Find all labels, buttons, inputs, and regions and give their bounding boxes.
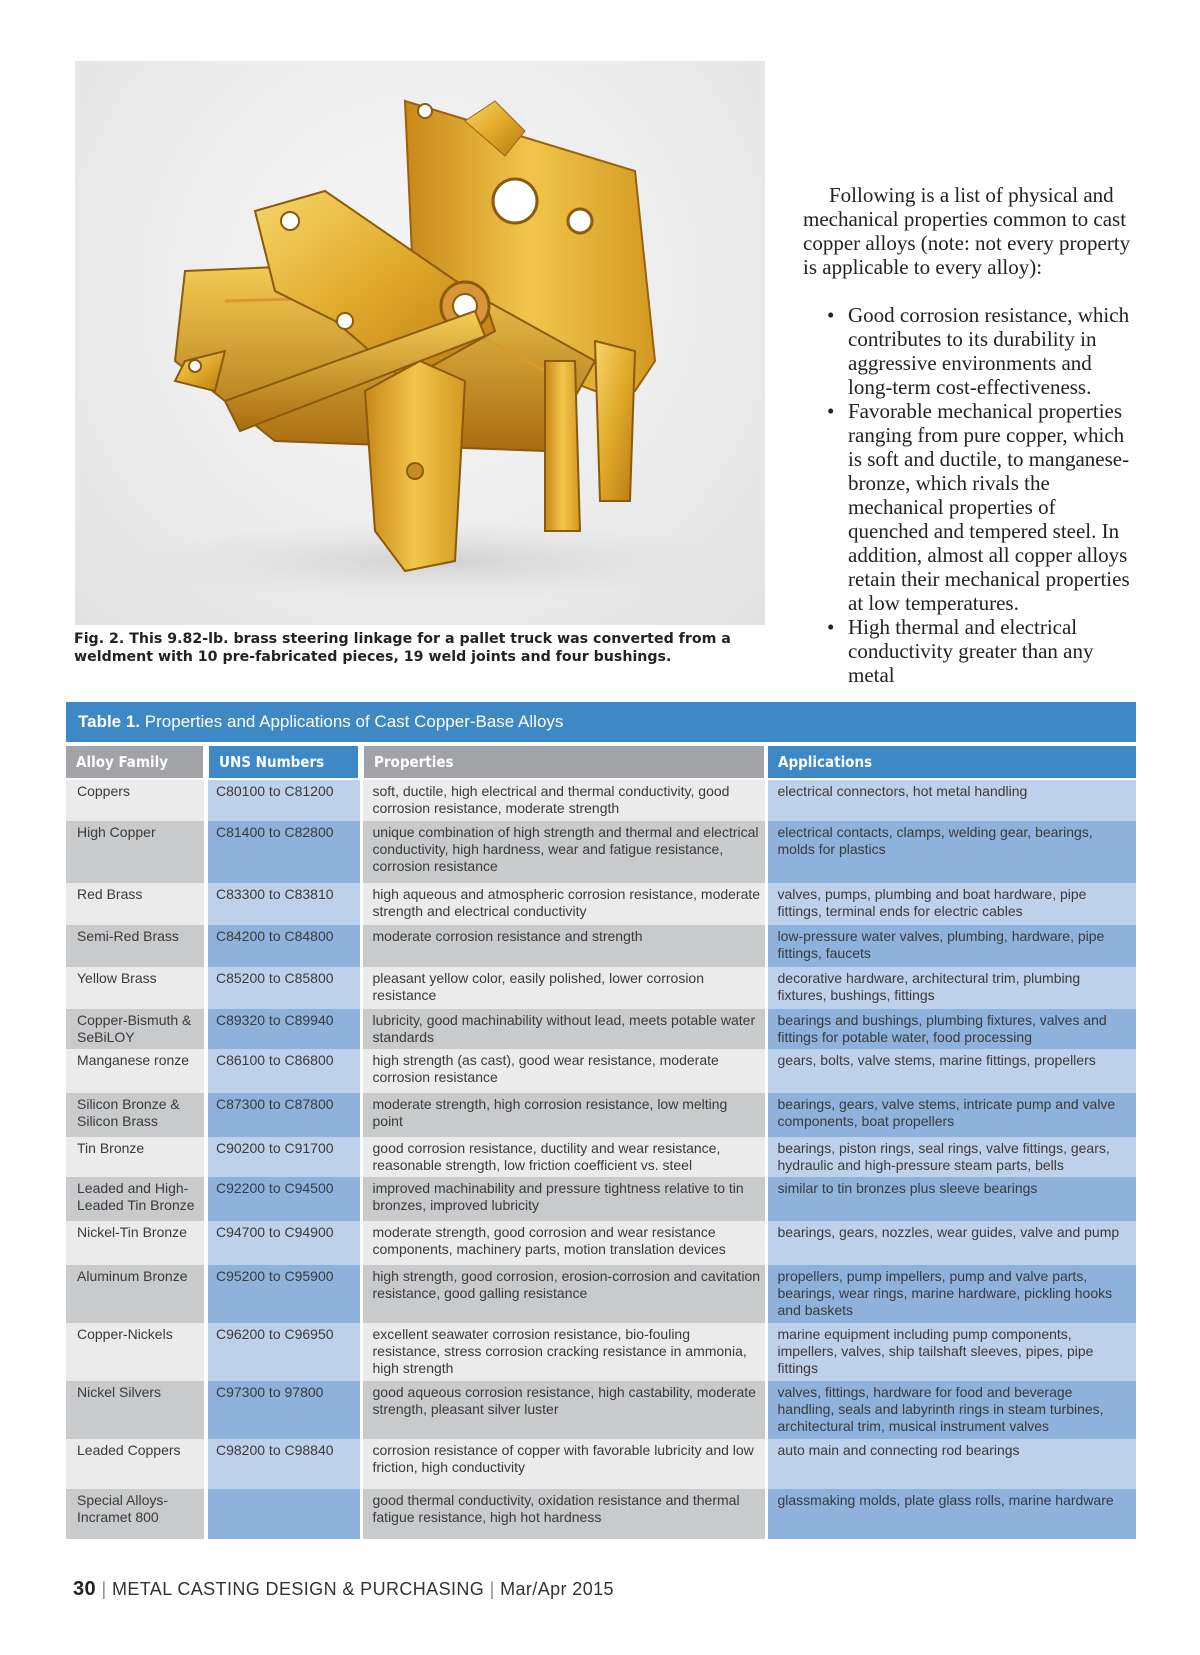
cell-alloy-family: Leaded and High-Leaded Tin Bronze: [66, 1177, 206, 1221]
cell-applications: auto main and connecting rod bearings: [766, 1439, 1136, 1489]
cell-uns-numbers: C85200 to C85800: [206, 967, 361, 1009]
table-row: [66, 779, 1136, 821]
cell-uns-numbers: C95200 to C95900: [206, 1265, 361, 1323]
table-title: Properties and Applications of Cast Copper-Base Alloys: [144, 712, 564, 731]
figure-caption: Fig. 2. This 9.82-lb. brass steering linkage for a pallet truck was converted from a weldment with 10 pre-fabricated pieces, 19 weld joints and four bushings.: [74, 631, 731, 665]
table-row: [66, 1093, 1136, 1137]
cell-uns-numbers: C87300 to C87800: [206, 1093, 361, 1137]
table-row: [66, 1381, 1136, 1439]
table-row: [66, 1265, 1136, 1323]
cell-alloy-family: Yellow Brass: [66, 967, 206, 1009]
cell-properties: moderate strength, high corrosion resistance, low melting point: [361, 1093, 766, 1137]
publication-name: METAL CASTING DESIGN & PURCHASING: [111, 1579, 485, 1599]
table-body: [66, 779, 1136, 1539]
steering-linkage-photo: [75, 61, 765, 625]
cell-properties: improved machinability and pressure tightness relative to tin bronzes, improved lubricity: [361, 1177, 766, 1221]
table-row: [66, 1489, 1136, 1539]
cell-uns-numbers: C86100 to C86800: [206, 1049, 361, 1093]
cell-uns-numbers: [206, 1489, 361, 1539]
cell-properties: high strength, good corrosion, erosion-corrosion and cavitation resistance, good galling resistance: [361, 1265, 766, 1323]
table-row: [66, 1137, 1136, 1177]
cell-alloy-family: Aluminum Bronze: [66, 1265, 206, 1323]
footer-separator: |: [101, 1579, 107, 1599]
cell-properties: moderate corrosion resistance and strength: [361, 925, 766, 967]
header-applications: Applications: [766, 744, 1136, 779]
page-number: 30: [73, 1578, 97, 1600]
article-text: [803, 183, 1133, 687]
cell-alloy-family: Semi-Red Brass: [66, 925, 206, 967]
cell-applications: valves, pumps, plumbing and boat hardware, pipe fittings, terminal ends for electric cables: [766, 883, 1136, 925]
table-row: [66, 821, 1136, 883]
cell-alloy-family: Silicon Bronze & Silicon Brass: [66, 1093, 206, 1137]
cell-alloy-family: Nickel Silvers: [66, 1381, 206, 1439]
table-row: [66, 1009, 1136, 1049]
bullet-item: • Good corrosion resistance, which contributes to its durability in aggressive environments and long-term cost-effectiveness.: [803, 303, 1133, 399]
cell-applications: bearings, gears, valve stems, intricate pump and valve components, boat propellers: [766, 1093, 1136, 1137]
table-row: [66, 1323, 1136, 1381]
alloy-properties-table: [66, 702, 1136, 1539]
cell-alloy-family: High Copper: [66, 821, 206, 883]
cell-alloy-family: Nickel-Tin Bronze: [66, 1221, 206, 1265]
cell-alloy-family: Coppers: [66, 779, 206, 821]
cell-applications: valves, fittings, hardware for food and beverage handling, seals and labyrinth rings in steam turbines, architectural trim, musical instrument valves: [766, 1381, 1136, 1439]
cell-properties: good thermal conductivity, oxidation resistance and thermal fatigue resistance, high hot hardness: [361, 1489, 766, 1539]
table-row: [66, 883, 1136, 925]
footer-separator: |: [489, 1579, 495, 1599]
page-footer: [73, 1578, 614, 1601]
cell-properties: moderate strength, good corrosion and wear resistance components, machinery parts, motion translation devices: [361, 1221, 766, 1265]
cell-properties: good aqueous corrosion resistance, high castability, moderate strength, pleasant silver luster: [361, 1381, 766, 1439]
table-row: [66, 1439, 1136, 1489]
table-title-bar: [66, 702, 1136, 742]
header-alloy-family: Alloy Family: [66, 744, 206, 779]
cell-properties: lubricity, good machinability without lead, meets potable water standards: [361, 1009, 766, 1049]
table-label: Table 1.: [78, 712, 141, 731]
cell-applications: similar to tin bronzes plus sleeve bearings: [766, 1177, 1136, 1221]
cell-alloy-family: Leaded Coppers: [66, 1439, 206, 1489]
table-row: [66, 1049, 1136, 1093]
cell-applications: bearings and bushings, plumbing fixtures, valves and fittings for potable water, food processing: [766, 1009, 1136, 1049]
cell-applications: glassmaking molds, plate glass rolls, marine hardware: [766, 1489, 1136, 1539]
cell-alloy-family: Manganese ronze: [66, 1049, 206, 1093]
cell-applications: propellers, pump impellers, pump and valve parts, bearings, wear rings, marine hardware, pickling hooks and baskets: [766, 1265, 1136, 1323]
cell-applications: bearings, gears, nozzles, wear guides, valve and pump: [766, 1221, 1136, 1265]
cell-alloy-family: Special Alloys-Incramet 800: [66, 1489, 206, 1539]
cell-uns-numbers: C97300 to 97800: [206, 1381, 361, 1439]
table-header-row: [66, 744, 1136, 779]
header-properties: Properties: [361, 744, 766, 779]
cell-properties: pleasant yellow color, easily polished, lower corrosion resistance: [361, 967, 766, 1009]
cell-applications: bearings, piston rings, seal rings, valve fittings, gears, hydraulic and high-pressure steam parts, bells: [766, 1137, 1136, 1177]
cell-uns-numbers: C92200 to C94500: [206, 1177, 361, 1221]
cell-applications: marine equipment including pump components, impellers, valves, ship tailshaft sleeves, pipes, pipe fittings: [766, 1323, 1136, 1381]
cell-uns-numbers: C89320 to C89940: [206, 1009, 361, 1049]
table-row: [66, 967, 1136, 1009]
issue-date: Mar/Apr 2015: [500, 1579, 614, 1599]
cell-applications: electrical contacts, clamps, welding gear, bearings, molds for plastics: [766, 821, 1136, 883]
cell-applications: low-pressure water valves, plumbing, hardware, pipe fittings, faucets: [766, 925, 1136, 967]
cell-alloy-family: Copper-Nickels: [66, 1323, 206, 1381]
cell-applications: decorative hardware, architectural trim, plumbing fixtures, bushings, fittings: [766, 967, 1136, 1009]
cell-applications: electrical connectors, hot metal handling: [766, 779, 1136, 821]
cell-uns-numbers: C90200 to C91700: [206, 1137, 361, 1177]
cell-uns-numbers: C94700 to C94900: [206, 1221, 361, 1265]
table-row: [66, 1177, 1136, 1221]
cell-properties: soft, ductile, high electrical and thermal conductivity, good corrosion resistance, moderate strength: [361, 779, 766, 821]
table-row: [66, 925, 1136, 967]
cell-uns-numbers: C98200 to C98840: [206, 1439, 361, 1489]
cell-alloy-family: Red Brass: [66, 883, 206, 925]
cell-alloy-family: Copper-Bismuth & SeBiLOY: [66, 1009, 206, 1049]
cell-properties: high aqueous and atmospheric corrosion resistance, moderate strength and electrical conductivity: [361, 883, 766, 925]
cell-uns-numbers: C80100 to C81200: [206, 779, 361, 821]
table-row: [66, 1221, 1136, 1265]
cell-uns-numbers: C81400 to C82800: [206, 821, 361, 883]
cell-alloy-family: Tin Bronze: [66, 1137, 206, 1177]
cell-uns-numbers: C84200 to C84800: [206, 925, 361, 967]
header-uns-numbers: UNS Numbers: [206, 744, 361, 779]
cell-properties: unique combination of high strength and thermal and electrical conductivity, high hardness, wear and fatigue resistance, corrosion resistance: [361, 821, 766, 883]
cell-properties: excellent seawater corrosion resistance, bio-fouling resistance, stress corrosion cracking resistance in ammonia, high strength: [361, 1323, 766, 1381]
cell-uns-numbers: C96200 to C96950: [206, 1323, 361, 1381]
bullet-item: • Favorable mechanical properties ranging from pure copper, which is soft and ductile, to manganese-bronze, which rivals the mechanical properties of quenched and tempered steel. In addition, almost all copper alloys retain their mechanical properties at low temperatures.: [803, 399, 1133, 615]
cell-properties: corrosion resistance of copper with favorable lubricity and low friction, high conductivity: [361, 1439, 766, 1489]
cell-uns-numbers: C83300 to C83810: [206, 883, 361, 925]
cell-properties: good corrosion resistance, ductility and wear resistance, reasonable strength, low friction coefficient vs. steel: [361, 1137, 766, 1177]
cell-applications: gears, bolts, valve stems, marine fittings, propellers: [766, 1049, 1136, 1093]
cell-properties: high strength (as cast), good wear resistance, moderate corrosion resistance: [361, 1049, 766, 1093]
property-bullet-list: [803, 303, 1133, 687]
article-intro: Following is a list of physical and mechanical properties common to cast copper alloys (note: not every property is applicable to every alloy):: [803, 183, 1131, 279]
bullet-item: • High thermal and electrical conductivity greater than any metal: [803, 615, 1133, 687]
alloy-table: [66, 742, 1136, 1539]
